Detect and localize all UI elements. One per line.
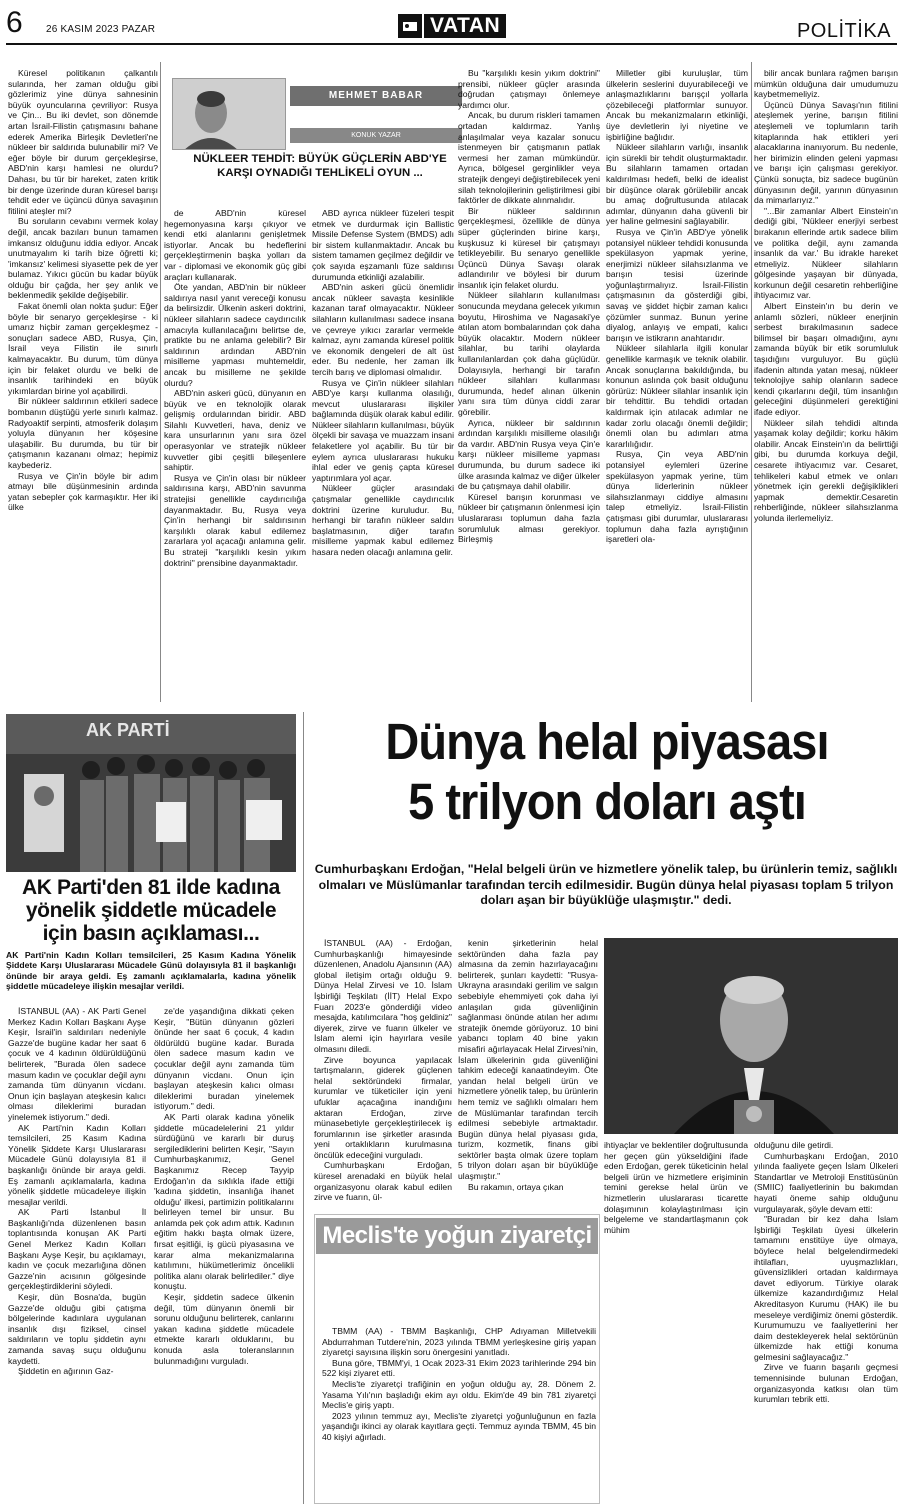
paragraph: Buna göre, TBMM'yi, 1 Ocak 2023-31 Ekim 2023 tarihlerinde 294 bin 522 kişi ziyaret etti. (322, 1357, 596, 1379)
paragraph: bilir ancak bunlara rağmen barışın mümkün olduğuna dair umudumuzu kaybetmemeliyiz. (754, 68, 898, 100)
paragraph: Fakat önemli olan nokta şudur: Eğer böyle bir senaryo gerçekleşirse - ki umarız hiçbir zaman gerçekleşmez - sonuçları sadece ABD, Rusya, Çin, İsrail veya Filistin ile sınırlı kalmayacaktır. Bu durum, tüm dünya için bir felaket olurdu ve belki de insanlık tarihindeki en büyük yıkımlardan birine yol açabilirdi. (8, 301, 158, 396)
helal-lead: Cumhurbaşkanı Erdoğan, "Helal belgeli ürün ve hizmetlere yönelik talep, bu ürünlerin temiz, sağlıklı olmaları ve Müslümanlar tarafından tercih edilmesidir. Bugün dünya helal piyasası toplam 5 trilyon doları aşan bir büyüklüğe ulaşmıştır." dedi. (314, 862, 898, 908)
paragraph: Nükleer güçler arasındaki çatışmalar genellikle caydırıcılık doktrini üzerine kuruludur. Bu, herhangi bir tarafın nükleer saldırı başlatmasının, diğer tarafın misilleme yapmak kabul edilemez hasara neden olacağı anlamına gelir. (312, 483, 454, 557)
helal-headline-line-1: Dünya helal piyasası (385, 713, 829, 770)
paragraph: Milletler gibi kuruluşlar, tüm ülkelerin seslerini duyurabileceği ve anlaşmazlıklarını barışçıl yollarla çözebileceği platformlar sunuyor. Ancak bu mekanizmaların etkinliği, üye devletlerin iyi niyetine ve işbirliğine bağlıdır. (606, 68, 748, 142)
newspaper-logo (398, 14, 518, 38)
erdogan-photo (604, 938, 898, 1134)
paragraph: Üçüncü Dünya Savaşı'nın fitilini ateşlemek yerine, barışın fitilini ateşlemeli ve toplumların tarih kitaplarında hak ettikleri yeri alacaklarına inanıyorum. Bu nedenle, her birimizin elinden geleni yapması ve barışı için çalışması gerekiyor. Çünkü sonuçta, biz sadece bugünün dünyasının değil, yarının dünyasının da mimarlarıyız." (754, 99, 898, 206)
author-role: KONUK YAZAR (290, 128, 462, 143)
paragraph: 2023 yılının temmuz ayı, Meclis'te ziyaretçi yoğunluğunun en fazla yaşandığı ikinci ay olarak kayıtlara geçti. Temmuz ayında TBMM, 45 bin 40 kişiyi ağırladı. (322, 1410, 596, 1442)
column-headline: NÜKLEER TEHDİT: BÜYÜK GÜÇLERİN ABD'YE KARŞI OYNADIĞI TEHLİKELİ OYUN ... (193, 153, 447, 179)
issue-date: 26 KASIM 2023 PAZAR (46, 24, 156, 35)
ak-story-text-2 (154, 1006, 294, 1504)
helal-text-3 (604, 1140, 748, 1260)
paragraph: Küresel barışın korunması ve nükleer bir çatışmanın önlenmesi için uluslararası toplumun daha fazla sorumluluk alması gerekiyor. Birleşmiş (458, 491, 600, 545)
paragraph: AK Parti olarak kadına yönelik şiddetle mücadelelerini 21 yıldır sürdüğünü ve kararlı bir duruş sergilediklerini belirten Keşir, "Sayın Cumhurbaşkanımız, Genel Başkanımız Recep Tayyip Erdoğan'ın da sıklıkla ifade ettiği 'kadına şiddetin, insanlığa ihanet olduğu' ilkesi, partimizin politikalarını belirleyen temel bir unsur. Bu anlamda pek çok adım attık. Kadının eğitim hakkı başta olmak üzere, fırsat eşitliği, iş gücü piyasasına ve karar alma mekanizmalarına katılımını, hükümetlerimiz öncelikli politika alanı olarak belirlediler." diye konuştu. (154, 1111, 294, 1292)
paragraph: kenin şirketlerinin helal sektöründen daha fazla pay almasına da zemin hazırlayacağını belirterek, şunları kaydetti: "Rusya-Ukrayna arasındaki gerilim ve salgın sebebiyle ehemmiyeti çok daha iyi anlaşılan gıda güvenliğinin sağlanması önünde atılan her adımı stratejik önemde görüyoruz. 10 bini yabancı toplam 40 bine yakın misafiri ağırlayacak Helal Zirvesi'nin, İslam ülkelerinin gıda güvenliğini tahkim edeceği kanaatindeyim. Öte yandan helal belgeli ürün ve hizmetlere yönelik talep, bu ürünlerin hem temiz ve sağlıklı olmaları hem de Müslümanlar tarafından tercih edilmesi sebebiyle artmaktadır. Bugün dünya helal piyasası gıda, turizm, kozmetik, finans gibi sektörler başta olmak üzere toplam 5 trilyon doları aşan bir büyüklüğe ulaşmıştır." (458, 938, 598, 1182)
column-text-2 (164, 208, 306, 700)
paragraph: olduğunu dile getirdi. (754, 1140, 834, 1150)
photo-sign-text: AK PARTİ (86, 720, 170, 740)
paragraph: ABD ayrıca nükleer füzeleri tespit etmek ve durdurmak için Ballistic Missile Defense System (BMDS) adlı bir sistem kullanmaktadır. Ancak bu sistem tamamen geçilmez değildir ve çok sayıda eşzamanlı füze saldırısı durumunda etkinliği azalabilir. (312, 208, 454, 282)
paragraph: Bu soruların cevabını vermek kolay değil, ancak bazıları bunun tamamen imkansız olduğunu iddia ediyor. Ancak unutmayalım ki tarih bize öğretti ki; 'imkansız' kelimesi siyasette pek de yer bulamaz. Yıkıcı gücün bu kadar büyük olduğu bir çağda, her şey anlık ve beklenmedik şekilde değişebilir. (8, 216, 158, 301)
paragraph: Cumhurbaşkanı Erdoğan, küresel arenadaki en büyük helal organizasyonu olarak kabul edilen zirve ve fuarın, ül- (314, 1160, 452, 1203)
section-title: POLİTİKA (796, 20, 891, 42)
paragraph: Keşir, şiddetin sadece ülkenin değil, tüm dünyanın önemli bir sorunu olduğunu belirterek, canlarını yakan kadına şiddetle mücadele etmekte kararlı olduklarını, bu konuda asla toleranslarının bulunmadığını vurguladı. (154, 1292, 294, 1366)
paragraph: Nükleer silahların kullanılması sonucunda meydana gelecek yıkımın boyutu, Hiroshima ve Nagasaki'ye atılan atom bombalarından çok daha büyük olacaktır. Modern nükleer silahlar, bu tarihi olaylarda kullanılanlardan çok daha güçlüdür. Dolayısıyla, herhangi bir tarafın nükleer silahları kullanması durumunda, hedef alınan ülkenin yanı sıra tüm dünya ciddi zarar görebilir. (458, 290, 600, 417)
ak-story-lead: AK Parti'nin Kadın Kolları temsilcileri, 25 Kasım Kadına Yönelik Şiddete Karşı Uluslararası Mücadele Günü dolayısıyla 81 il başkanlığı önünde bir araya geldi. Eş zamanlı açıklamalarla, kadına yönelik şiddetle mücadeleye ilişkin mesajlar verildi. (6, 950, 296, 992)
paragraph: "Buradan bir kez daha İslam İşbirliği Teşkilatı üyesi ülkelerin tamamını enstitüye üye olmaya, böylece helal belgelendirmedeki ihtilafları, uyuşmazlıkları, güvensizlikleri ortadan kaldırmaya davet ediyorum. Türkiye olarak ülkemize kazandırdığımız Helal Akreditasyon Kurumu (HAK) ile bu meseleye verdiğimiz önemi gösterdik. Kurumumuzu ve faaliyetlerini her daim destekleyerek helal sektörünün ülkemizde hak ettiği konuma gelmesini sağlayacağız." (754, 1214, 898, 1362)
ak-parti-photo (6, 714, 296, 872)
paragraph: AK Parti'nin Kadın Kolları temsilcileri, 25 Kasım Kadına Yönelik Şiddete Karşı Uluslararası Mücadele Günü dolayısıyla 81 il başkanlığı önünde bir araya geldi. Eş zamanlı açıklamalarla, kadına yönelik şiddetle mücadeleye ilişkin mesajlar verildi. (8, 1122, 146, 1207)
helal-text-2 (458, 938, 598, 1208)
meclis-text (322, 1326, 596, 1502)
author-photo (172, 78, 286, 150)
logo-emblem-icon (398, 14, 422, 38)
story-divider (303, 712, 304, 1504)
paragraph: Rusya ve Çin'in olası bir nükleer saldırısına karşı, ABD'nin savunma stratejisi genellikle caydırıcılığa dayanmaktadır. Bu, Rusya veya Çin'in herhangi bir saldırısının karşılıklı olarak kabul edilemez zararlara yol açacağı anlamına gelir. Bu strateji "karşılıklı kesin yıkım doktrini" prensibine dayanmaktadır. (164, 472, 306, 568)
paragraph: Bu "karşılıklı kesin yıkım doktrini" prensibi, nükleer güçler arasında doğrudan çatışmayı önlemeye yardımcı olur. (458, 68, 600, 110)
paragraph: Zirve boyunca yapılacak tartışmaların, giderek güçlenen helal sektöründeki firmalar, kurumlar ve tüketiciler için yeni ufuklar açacağına inandığını aktaran Erdoğan, zirve münasebetiyle gerçekleştirilecek iş forumlarının ise şirketler arasında yeni ortaklıkların kurulmasına öncülük edeceğini vurguladı. (314, 1054, 452, 1160)
paragraph: Ayrıca, nükleer bir saldırının ardından karşılıklı misilleme olasılığı da vardır. ABD'nin Rusya veya Çin'e karşı nükleer misilleme yapması durumunda, bu durum sadece iki ülke arasında kalmaz ve diğer ülkeler de bu çatışmaya dahil olabilir. (458, 417, 600, 492)
logo-text: VATAN (424, 14, 506, 38)
helal-text-4 (754, 1140, 898, 1504)
column-text-3 (312, 208, 454, 700)
helal-headline-line-2: 5 trilyon doları aştı (408, 773, 806, 830)
paragraph: Meclis'te ziyaretçi trafiğinin en yoğun olduğu ay, 28. Dönem 2. Yasama Yılı'nın başladığı ekim ayı oldu. Ekim'de 49 bin 781 ziyaretçi Meclis'e giriş yaptı. (322, 1378, 596, 1411)
paragraph: Ancak, bu durum riskleri tamamen ortadan kaldırmaz. Yanlış anlaşılmalar veya kazalar sonucu istenmeyen bir çatışmanın patlak vermesi her zaman mümkündür. Ayrıca, bölgesel gerginlikler veya stratejik dengeyi değiştirebilecek yeni silah teknolojilerinin geliştirilmesi gibi faktörler de dikkate alınmalıdır. (458, 110, 600, 206)
paragraph: Rusya ve Çin'in böyle bir adım atmayı bile düşünmesinin ardında yatan sebepler çok karmaşıktır. Her iki ülke (8, 470, 158, 513)
paragraph: Keşir, dün Bosna'da, bugün Gazze'de olduğu gibi çatışma bölgelerinde kadınlara uygulanan insanlık dışı fiziksel, cinsel saldırıların ve toplu şiddetin aynı zamanda savaş suçu olduğunu kaydetti. (8, 1292, 146, 1366)
page-number: 6 (6, 6, 23, 39)
paragraph: Zirve ve fuarın başarılı geçmesi temennisinde bulunan Erdoğan, organizasyonda katkısı olan tüm kurumları tebrik etti. (754, 1362, 898, 1405)
paragraph: Nükleer silahların varlığı, insanlık için sürekli bir tehdit oluşturmaktadır. Bu silahların tamamen ortadan kaldırılması hedefi, belki de idealist bir düşünce olarak görülebilir ancak bu amaç doğrultusunda atılacak adımlar, dünyanın daha güvenli bir yer haline gelmesini sağlayabilir. (606, 142, 748, 227)
paragraph: ABD'nin askeri gücü, dünyanın en büyük ve en teknolojik olarak gelişmiş ordularından biridir. ABD Silahlı Kuvvetleri, hava, deniz ve kara unsurlarının yanı sıra özel operasyonlar ve stratejik nükleer kuvvetler gibi çeşitli bileşenlere sahiptir. (164, 388, 306, 473)
paragraph: Nükleer silahlarla ilgili konular genellikle karmaşık ve teknik olabilir. Ancak sonuçlarına bakıldığında, bu konunun aslında çok basit olduğunu görürüz: Nükleer silahlar insanlık için bir tehdittir. Bu tehdidi ortadan kaldırmak için atılacak adımlar ne kadar zorlu olacağı önemli değildir; önemli olan bu adımları atma kararlılığıdır. (606, 343, 748, 449)
paragraph: ze'de yaşandığına dikkati çeken Keşir, "Bütün dünyanın gözleri önünde her saat 6 çocuk, 4 kadın öldürüldü bugüne kadar. Burada ölen sadece masum kadın ve çocuklar değil aynı zamanda tüm dünyanın vicdanı. Onun için başlayan ateşkesin kalıcı olması dileklerimi buradan yinelemek istiyorum." dedi. (154, 1006, 294, 1112)
paragraph: İSTANBUL (AA) - AK Parti Genel Merkez Kadın Kolları Başkanı Ayşe Keşir, İsrail'in saldırıları nedeniyle Gazze'de bugüne kadar her saat 6 çocuk ve 4 kadının öldürüldüğünü belirterek, "Burada ölen sadece masum kadın ve çocuklar değil aynı zamanda tüm dünyanın vicdanı. Onun için başlayan ateşkesin kalıcı olması dileklerimi buradan yinelemek istiyorum." dedi. (8, 1006, 146, 1122)
paragraph: Albert Einstein'ın bu derin ve anlamlı sözleri, nükleer enerjinin serbest bırakılmasının sadece bilimsel bir başarı olmadığını, aynı zamanda büyük bir etik sorumluluk taşıdığını vurguluyor. Bu güçlü ifadenin altında yatan mesaj, nükleer teknolojiye sahip olanların sadece kendi çıkarlarını değil, tüm insanlığın geleceğini düşünmeleri gerektiğini ifade ediyor. (754, 301, 898, 417)
column-text-1 (8, 68, 158, 700)
column-text-5 (606, 68, 748, 700)
paragraph: Nükleer silah tehdidi altında yaşamak kolay değildir; korku hâkim olabilir. Ancak Einstein'ın da belirttiği gibi, bu durumda korkuya değil, cesarete ihtiyacımız var. Cesaret, tehlikeleri kabul etmek ve onları yönetmek için gerekli değişiklikleri yapmak demektir.Cesaretin rehberliğinde, nükleer silahsızlanma yolunda ilerlemeliyiz. (754, 417, 898, 523)
paragraph: ihtiyaçlar ve beklentiler doğrultusunda her geçen gün yükseldiğini ifade eden Erdoğan, gerek tüketicinin helal belgeli ürün ve hizmetlere erişiminin temini gerekse helal ürün ve hizmetlerin uluslararası ticarette dolaşımının kolaylaştırılması için belgeleme ve standartlaşmanın çok mühim (604, 1140, 748, 1235)
paragraph: İSTANBUL (AA) - Erdoğan, Cumhurbaşkanlığı himayesinde düzenlenen, Anadolu Ajansının (AA) global iletişim ortağı olduğu 9. Dünya Helal Zirvesi ve 10. İslam İşbirliği Teşkilatı (İİT) Helal Expo Fuarı 2023'e gönderdiği video mesajda, katılımcılara "hoş geldiniz" diyerek, zirve ve fuarın ülkeler ve İslam alemi için hayırlara vesile olmasını diledi. (314, 938, 452, 1054)
column-divider (751, 62, 752, 702)
column-text-6 (754, 68, 898, 700)
header-rule (6, 43, 897, 45)
paragraph: Cumhurbaşkanı Erdoğan, 2010 yılında faaliyete geçen İslam Ülkeleri Standartlar ve Metroloji Enstitüsünün (SMIIC) faaliyetlerinin bu bakımdan hayati öneme sahip olduğunu vurgulayarak, şöyle devam etti: (754, 1150, 898, 1214)
paragraph: Öte yandan, ABD'nin bir nükleer saldırıya nasıl yanıt vereceği konusu da belirsizdir. Ülkenin askeri doktrini, nükleer silahların sadece caydırıcılık amacıyla kullanılacağını belirtse de, pratikte bu ne anlama gelebilir? Bir saldırının ardından ABD'nin misilleme yapması muhtemeldir, ancak bu misilleme ne şekilde olurdu? (164, 282, 306, 388)
paragraph: de ABD'nin küresel hegemonyasına karşı çıkıyor ve kendi etki alanlarını genişletmek istiyorlar. Ancak bu hedeflerini gerçekleştirmenin başka yolları da var - diplomasi ve ekonomik güç gibi araçları kullanarak. (164, 208, 306, 282)
helal-text-1 (314, 938, 452, 1208)
ak-story-text-1 (8, 1006, 146, 1504)
paragraph: ABD'nin askeri gücü önemlidir ancak nükleer savaşta kesinlikle kazanan taraf olmayacaktır. Nükleer silahların kullanılması sadece insana ve çevreye yıkıcı zararlar vermekle kalmaz, aynı zamanda küresel politik ve ekonomik dengeleri de alt üst eder. Bu nedenle, her zaman ilk tercih barış ve diplomasi olmalıdır. (312, 282, 454, 377)
author-name: MEHMET BABAR (290, 86, 462, 106)
paragraph: Küresel politikanın çalkantılı sularında, her zaman olduğu gibi gözlerimiz yine dünya sahnesinin büyük oyuncularına çevriliyor: Rusya ve Çin... Bu iki devlet, son dönemde artan İsrail-Filistin çatışmasını bahane ederek Amerika Birleşik Devletleri'ne nükleer bir saldırıda bulunabilir mi? Ve eğer böyle bir durum gerçekleşirse, ABD'nin karşı hamlesi ne olurdu? Dahası, bu tür bir hareket, zaten kritik bir denge üzerinde duran küresel barışı tehdit eder ve üçüncü dünya savaşının fitilini ateşler mi? (8, 68, 158, 216)
paragraph: Rusya ve Çin'in nükleer silahları ABD'ye karşı kullanma olasılığı, mevcut uluslararası ilişkiler bağlamında düşük olarak kabul edilir. Nükleer silahların kullanılması, büyük ölçekli bir savaşa ve muazzam insani felaketlere yol açabilir. Bu tür bir eylem ayrıca uluslararası hukuku ihlal eder ve geniş çapta küresel yaptırımlara yol açar. (312, 377, 454, 483)
paragraph: Bu rakamın, ortaya çıkan (468, 1181, 564, 1192)
paragraph: TBMM (AA) - TBMM Başkanlığı, CHP Adıyaman Milletvekili Abdurrahman Tutdere'nin, 2023 yılında TBMM yerleşkesine giriş yapan ziyaretçi sayısına ilişkin soru önergesini yanıtladı. (322, 1326, 596, 1358)
paragraph: "...Bir zamanlar Albert Einstein'ın dediği gibi, 'Nükleer enerjiyi serbest bırakanın ellerinde artık sadece bilim ve politika değil, aynı zamanda insanlık da var.' Bu idrakle hareket etmeliyiz. Nükleer silahların gölgesinde yaşayan bir dünyada, korkunun değil cesaretin rehberliğine ihtiyacımız var. (754, 205, 898, 301)
meclis-headline: Meclis'te yoğun ziyaretçi trafiği (316, 1218, 598, 1254)
paragraph: Bir nükleer saldırının etkileri sadece bombanın düştüğü yerle sınırlı kalmaz. Radyoaktif serpinti, atmosferik dolaşım yoluyla dünyanın her köşesine ulaşabilir. Bu durumda, bu tür bir çatışmanın kazananı olmaz; hepimiz kaybederiz. (8, 396, 158, 470)
ak-story-headline: AK Parti'den 81 ilde kadına yönelik şiddetle mücadele için basın açıklaması... (22, 876, 280, 945)
paragraph: Rusya, Çin veya ABD'nin potansiyel eylemleri üzerine spekülasyon yapmak yerine, tüm dünya liderlerinin nükleer silahsızlanmayı ciddiye almasını talep etmeliyiz. İsrail-Filistin çatışması gibi durumlar, uluslararası toplumun daha fazla ayrıştığının işaretleri ola- (606, 449, 748, 545)
paragraph: Rusya ve Çin'in ABD'ye yönelik potansiyel nükleer tehdidi konusunda spekülasyon yapmak yerine, enerjimizi nükleer silahsızlanma ve barışın tesisi üzerinde yoğunlaştırmalıyız. İsrail-Filistin çatışmasının da gösterdiği gibi, savaş ve şiddet hiçbir zaman kalıcı çözümler sunmaz. Bunun yerine diyalog, anlayış ve empati, kalıcı barışın ve istikrarın anahtarıdır. (606, 226, 748, 343)
paragraph: AK Parti İstanbul İl Başkanlığı'nda düzenlenen basın toplantısında konuşan AK Parti Genel Merkez Kadın Kolları Başkanı Ayşe Keşir, bu açıklamayı, kadın ve çocuk mezarlığına dönen Gazze'nin acısının gölgesinde gerçekleştirdiklerini söyledi. (8, 1207, 146, 1292)
paragraph: Bir nükleer saldırının gerçekleşmesi, özellikle de dünya süper güçlerinden birine karşı, kuşkusuz ki küresel bir çatışmayı tetikleyebilir. Bu senaryo genellikle Üçüncü Dünya Savaşı olarak adlandırılır ve böylesi bir durum insanlık için felaket olurdu. (458, 205, 600, 290)
column-divider (160, 62, 161, 702)
paragraph: Şiddetin en ağırının Gaz- (18, 1366, 114, 1377)
helal-headline (341, 712, 873, 832)
column-text-4 (458, 68, 600, 700)
